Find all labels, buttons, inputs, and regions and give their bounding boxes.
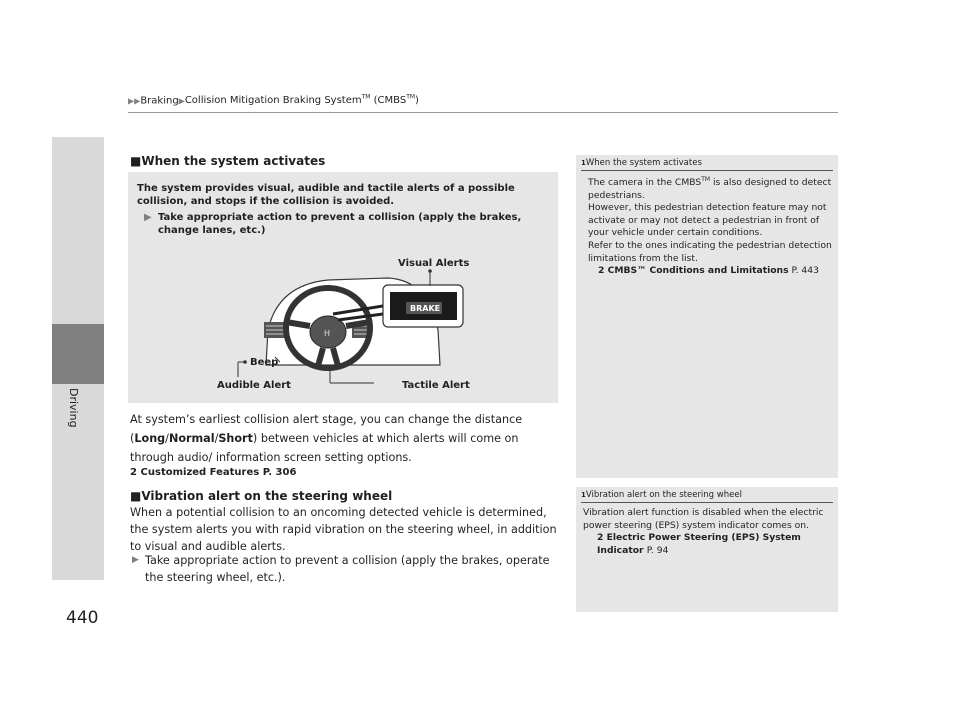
breadcrumb-arrow-icon: ▶▶ xyxy=(128,96,141,106)
header-divider xyxy=(128,112,838,113)
note-marker-icon: 1 xyxy=(581,491,586,499)
sidebar-tab-marker xyxy=(52,324,104,384)
xref-label: Customized Features xyxy=(140,467,260,478)
vibration-bullet-text: Take appropriate action to prevent a collision (apply the brakes, operate the steering wheel, etc.). xyxy=(145,554,550,584)
note-title-text: Vibration alert on the steering wheel xyxy=(585,490,742,500)
square-heading-icon: ■ xyxy=(130,154,142,168)
note-divider xyxy=(581,502,833,503)
separator: / xyxy=(165,432,169,445)
vibration-paragraph: When a potential collision to an oncoming detected vehicle is determined, the system alerts you with rapid vibration on the steering wheel, in addition to visual and audible alerts. xyxy=(130,506,557,553)
label-audible-alert: Audible Alert xyxy=(217,380,291,391)
option-normal: Normal xyxy=(168,432,215,445)
trademark: TM xyxy=(701,176,711,183)
note-divider xyxy=(581,170,833,171)
note-title xyxy=(581,490,742,500)
cmbs-conditions-link[interactable] xyxy=(588,265,819,276)
xref-2-icon: 2 xyxy=(130,467,137,478)
separator: / xyxy=(214,432,219,445)
paragraph-text: ) between vehicles at which alerts will come on through audio/ information screen setting options. xyxy=(130,432,519,464)
note-title xyxy=(581,158,702,168)
distance-setting-paragraph xyxy=(130,410,560,480)
customized-features-link[interactable] xyxy=(130,465,560,480)
label-beep: Beep xyxy=(250,357,279,368)
air-vent-icon xyxy=(264,322,286,338)
breadcrumb-cmbs-label: Collision Mitigation Braking System xyxy=(184,95,362,107)
note-text: Vibration alert function is disabled when the electric power steering (EPS) system indicator comes on. xyxy=(583,507,824,531)
label-tactile-alert: Tactile Alert xyxy=(402,380,470,391)
figure-bullet xyxy=(144,212,538,237)
sidebar-section-label: Driving xyxy=(67,388,80,428)
breadcrumb xyxy=(128,94,419,106)
xref-2-icon: 2 xyxy=(597,532,607,544)
eps-indicator-link[interactable] xyxy=(583,532,831,557)
section-heading-vibration xyxy=(130,489,392,503)
breadcrumb-cmbs-abbr: (CMBS xyxy=(370,95,407,107)
label-visual-alerts: Visual Alerts xyxy=(398,258,470,269)
brake-indicator-display xyxy=(383,285,463,327)
breadcrumb-cmbs-close: ) xyxy=(415,95,419,107)
section-heading-text: When the system activates xyxy=(141,154,326,168)
svg-text:H: H xyxy=(324,329,331,338)
figure-intro-text: The system provides visual, audible and tactile alerts of a possible collision, and stops if the collision is avoided. xyxy=(137,183,515,207)
figure-bullet-text: Take appropriate action to prevent a collision (apply the brakes, change lanes, etc.) xyxy=(158,212,522,236)
page-number: 440 xyxy=(66,608,99,628)
xref-page: P. 306 xyxy=(262,467,297,478)
note-marker-icon: 1 xyxy=(581,159,586,167)
paragraph-text: At system’s earliest collision alert stage, you can change the distance ( xyxy=(130,413,523,445)
section-heading-text: Vibration alert on the steering wheel xyxy=(141,489,393,503)
trademark: TM xyxy=(361,94,371,101)
trademark: TM xyxy=(406,94,416,101)
note-title-text: When the system activates xyxy=(585,158,702,168)
note-body xyxy=(583,507,831,557)
dashboard-illustration xyxy=(128,240,558,402)
note-text: However, this pedestrian detection feature may not activate or may not detect a pedestrian in front of your vehicle under certain conditions. xyxy=(588,202,827,239)
breadcrumb-arrow-icon: ▶ xyxy=(178,96,185,106)
breadcrumb-item-braking[interactable]: Braking xyxy=(140,95,179,107)
note-text: The camera in the CMBS xyxy=(588,177,702,189)
breadcrumb-item-cmbs[interactable] xyxy=(185,95,419,106)
note-panel-when-activates xyxy=(576,155,838,478)
xref-page: P. 443 xyxy=(791,265,819,277)
triangle-right-icon: ▶ xyxy=(144,212,152,223)
option-short: Short xyxy=(218,432,253,445)
vibration-bullet xyxy=(132,552,555,586)
note-body xyxy=(588,174,832,278)
section-heading-when-activates xyxy=(130,154,325,168)
triangle-right-icon: ▶ xyxy=(132,555,139,565)
xref-page: P. 94 xyxy=(646,544,669,556)
square-heading-icon: ■ xyxy=(130,489,142,503)
brake-indicator-text: BRAKE xyxy=(410,304,441,313)
note-text: is also designed to detect pedestrians. xyxy=(588,177,832,201)
xref-2-icon: 2 xyxy=(598,265,608,277)
xref-label: CMBS™ Conditions and Limitations xyxy=(607,265,789,277)
note-panel-vibration xyxy=(576,487,838,612)
option-long: Long xyxy=(134,432,166,445)
note-text: Refer to the ones indicating the pedestrian detection limitations from the list. xyxy=(588,240,832,264)
xref-label: Electric Power Steering (EPS) System Indicator xyxy=(597,532,801,556)
